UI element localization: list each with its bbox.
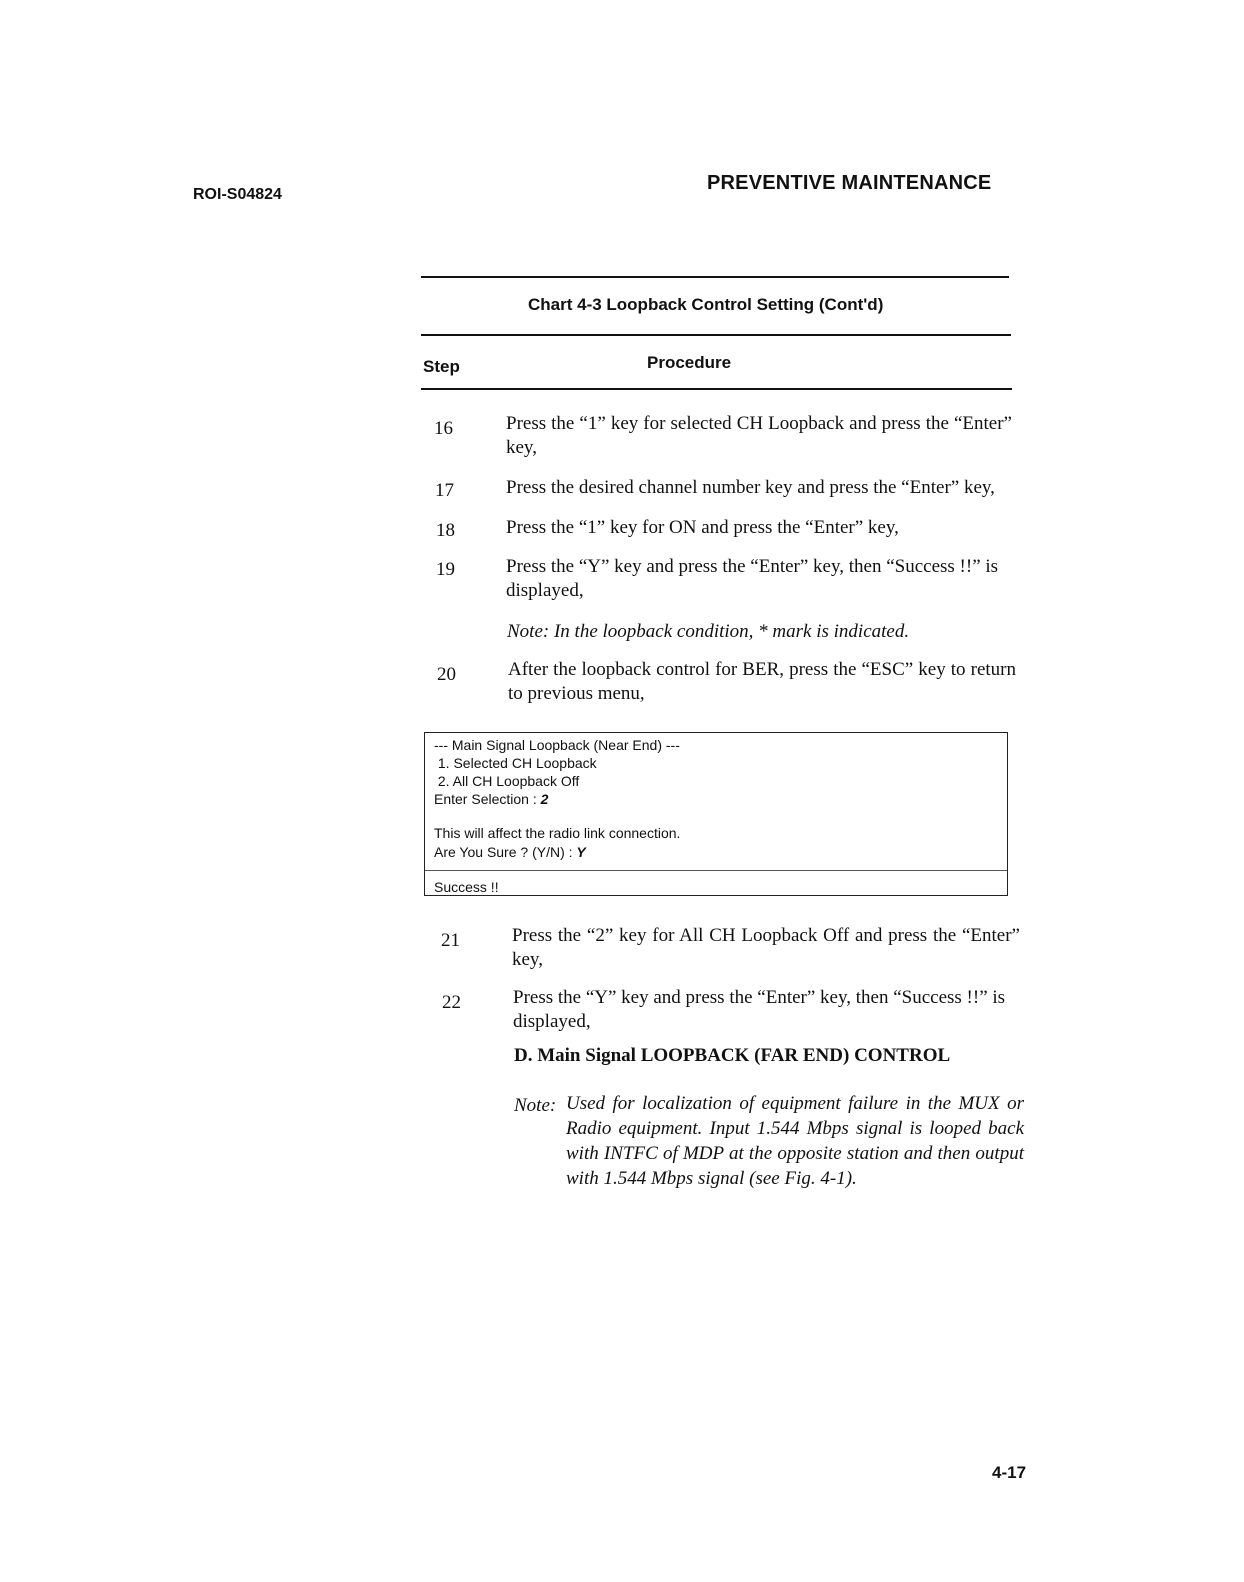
terminal-selection-line	[434, 791, 548, 807]
terminal-warning: This will affect the radio link connection.	[434, 825, 681, 841]
step-text: Press the “Y” key and press the “Enter” key, then “Success !!” is displayed,	[513, 987, 1006, 1032]
terminal-divider	[425, 870, 1007, 871]
terminal-confirm-value: Y	[576, 844, 586, 860]
step-number: 18	[436, 520, 455, 541]
page-number: 4-17	[992, 1463, 1027, 1482]
step-number: 21	[441, 930, 460, 951]
terminal-selection-value: 2	[540, 791, 549, 807]
terminal-selection-prompt: Enter Selection :	[434, 791, 541, 807]
loopback-note: Note: In the loopback condition, * mark is indicated.	[507, 621, 910, 642]
step-text: Press the “Y” key and press the “Enter” key, then “Success !!” is displayed,	[506, 556, 999, 601]
section-d-heading: D. Main Signal LOOPBACK (FAR END) CONTROL	[514, 1045, 951, 1066]
section-d-note-text: Used for localization of equipment failure in the MUX or Radio equipment. Input 1.544 Mbps signal is looped back with INTFC of MDP at the opposite station and then output with 1.544 Mbps signal (see Fig. 4-1).	[566, 1093, 1024, 1189]
step-text: Press the “1” key for ON and press the “Enter” key,	[506, 517, 899, 538]
terminal-confirm-prompt: Are You Sure ? (Y/N) :	[434, 844, 577, 860]
chart-top-rule	[421, 276, 1009, 278]
section-d-note-label: Note:	[514, 1095, 557, 1116]
step-text: Press the “1” key for selected CH Loopback and press the “Enter” key,	[506, 413, 1012, 458]
document-id: ROI-S04824	[193, 186, 282, 203]
terminal-menu-option-1: 1. Selected CH Loopback	[434, 755, 597, 771]
chart-title-rule	[421, 334, 1011, 336]
column-header-procedure: Procedure	[647, 353, 732, 372]
step-text: Press the “2” key for All CH Loopback Off and press the “Enter” key,	[512, 925, 1020, 970]
step-number: 20	[437, 664, 456, 685]
step-number: 16	[434, 418, 453, 439]
terminal-screen	[424, 732, 1008, 896]
column-header-rule	[421, 388, 1012, 390]
terminal-result: Success !!	[434, 879, 499, 895]
step-text: After the loopback control for BER, press the “ESC” key to return to previous menu,	[508, 659, 1016, 704]
step-number: 17	[435, 480, 454, 501]
terminal-confirm-line	[434, 844, 586, 860]
section-title: PREVENTIVE MAINTENANCE	[707, 172, 992, 194]
step-number: 22	[442, 992, 461, 1013]
step-text: Press the desired channel number key and press the “Enter” key,	[506, 477, 995, 498]
step-number: 19	[436, 559, 455, 580]
chart-title: Chart 4-3 Loopback Control Setting (Cont'd)	[528, 295, 884, 314]
terminal-menu-title: --- Main Signal Loopback (Near End) ---	[434, 737, 680, 753]
column-header-step: Step	[423, 357, 460, 376]
terminal-menu-option-2: 2. All CH Loopback Off	[434, 773, 580, 789]
